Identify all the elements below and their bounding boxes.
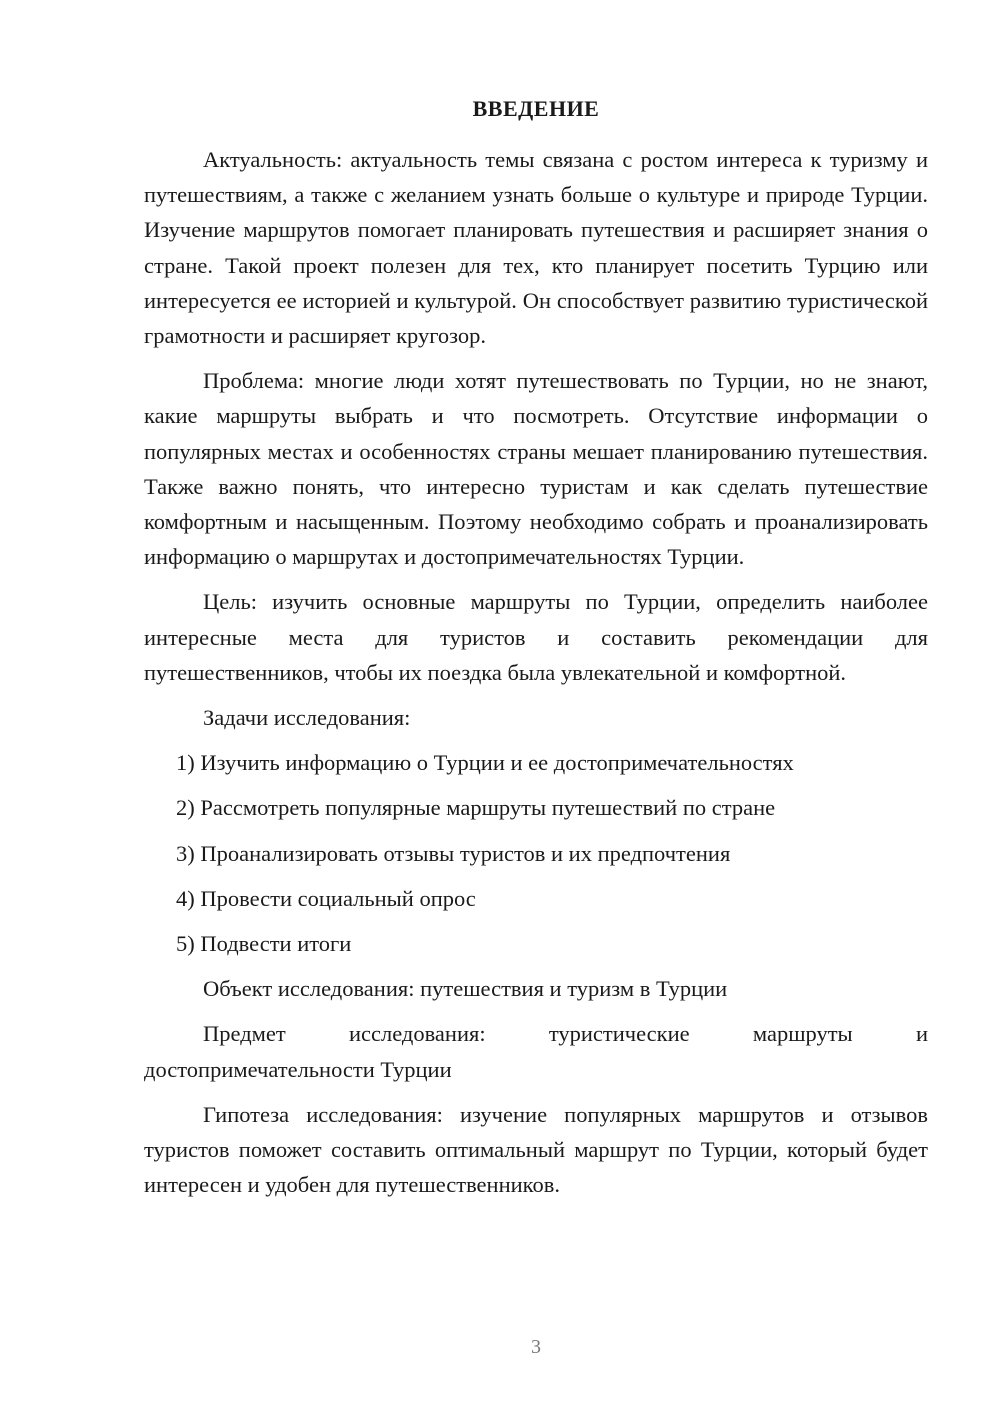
list-item: 1) Изучить информацию о Турции и ее достопримечательностях xyxy=(176,750,794,776)
list-item: 4) Провести социальный опрос xyxy=(176,885,476,911)
tasks-list xyxy=(144,745,928,961)
list-item: 5) Подвести итоги xyxy=(176,931,352,957)
page-number: 3 xyxy=(531,1336,541,1358)
problem-paragraph: Проблема: многие люди хотят путешествовать по Турции, но не знают, какие маршруты выбрать и что посмотреть. Отсутствие информации о популярных местах и особенностях страны мешает планированию путешествия. Также важно понять, что интересно туристам и как сделать путешествие комфортным и насыщенным. Поэтому необходимо собрать и проанализировать информацию о маршрутах и достопримечательностях Турции. xyxy=(144,368,928,570)
object-paragraph: Объект исследования: путешествия и туризм в Турции xyxy=(203,976,728,1002)
list-item: 2) Рассмотреть популярные маршруты путешествий по стране xyxy=(176,795,776,821)
relevance-paragraph: Актуальность: актуальность темы связана с ростом интереса к туризму и путешествиям, а также с желанием узнать больше о культуре и природе Турции. Изучение маршрутов помогает планировать путешествия и расширяет знания о стране. Такой проект полезен для тех, кто планирует посетить Турцию или интересуется ее историей и культурой. Он способствует развитию туристической грамотности и расширяет кругозор. xyxy=(144,147,928,349)
goal-paragraph: Цель: изучить основные маршруты по Турции, определить наиболее интересные места для туристов и составить рекомендации для путешественников, чтобы их поездка была увлекательной и комфортной. xyxy=(144,589,928,685)
subject-paragraph: Предмет исследования: туристические маршруты и достопримечательности Турции xyxy=(144,1021,928,1082)
list-item: 3) Проанализировать отзывы туристов и их предпочтения xyxy=(176,840,731,866)
page-title: ВВЕДЕНИЕ xyxy=(472,96,600,121)
document-body xyxy=(144,142,928,1212)
tasks-heading: Задачи исследования: xyxy=(203,705,411,731)
hypothesis-paragraph: Гипотеза исследования: изучение популярных маршрутов и отзывов туристов поможет составить оптимальный маршрут по Турции, который будет интересен и удобен для путешественников. xyxy=(144,1101,928,1198)
